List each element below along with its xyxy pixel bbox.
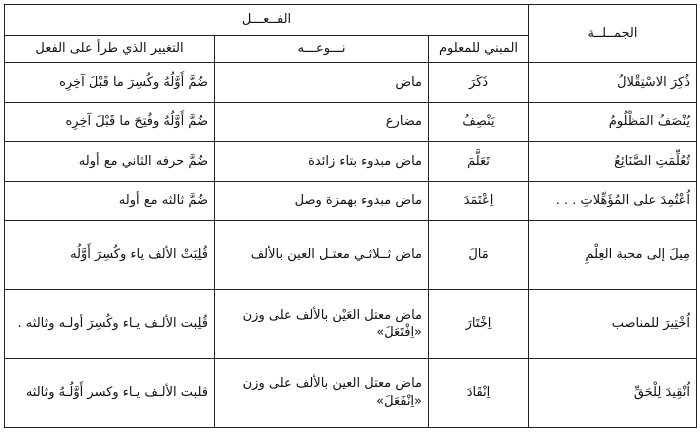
- cell-active-form: مَالَ: [429, 221, 529, 290]
- table-row: [5, 142, 697, 182]
- header-row-top: [5, 5, 697, 36]
- cell-type: مضارع: [215, 102, 429, 142]
- cell-active-form: اِعْتَمَدَ: [429, 181, 529, 221]
- cell-change: ضُمَّ ثالثه مع أوله: [5, 181, 215, 221]
- cell-type: ماض معتل العين بالألف على وزن «اِنْفَعَلَ»: [215, 359, 429, 428]
- cell-sentence: اُنْقِيدَ لِلْحَقِّ: [529, 359, 697, 428]
- table-row: [5, 181, 697, 221]
- cell-sentence: يُنْصَفُ المَظْلُومُ: [529, 102, 697, 142]
- header-verb-group: الفــعـــل: [5, 5, 529, 36]
- cell-type: ماض ثــلاثـي معتـل العين بالألف: [215, 221, 429, 290]
- cell-sentence: ذُكِرَ الاسْتِقْلالُ: [529, 63, 697, 103]
- cell-type: ماض مبدوء بتاء زائدة: [215, 142, 429, 182]
- header-active-form: المبني للمعلوم: [429, 36, 529, 63]
- table-row: [5, 63, 697, 103]
- cell-change: ضُمَّ حرفه الثاني مع أوله: [5, 142, 215, 182]
- cell-active-form: ذَكَرَ: [429, 63, 529, 103]
- cell-active-form: اِخْتَارَ: [429, 290, 529, 359]
- cell-type: ماض: [215, 63, 429, 103]
- cell-change: قُلِبَتْ الألف ياء وكُسِرَ أَوَّلُه: [5, 221, 215, 290]
- table-row: [5, 359, 697, 428]
- cell-type: ماض معتل العَيْن بالألف على وزن «اِفْتَعَلَ»: [215, 290, 429, 359]
- cell-active-form: تَعَلَّمَ: [429, 142, 529, 182]
- table-row: [5, 221, 697, 290]
- table-row: [5, 290, 697, 359]
- cell-sentence: اُعْتُمِدَ على المُؤَهِّلاتِ . . .: [529, 181, 697, 221]
- cell-active-form: اِنْقَادَ: [429, 359, 529, 428]
- cell-change: قلبت الألـف يـاء وكسر أَوَّلُـهُ وثالثه: [5, 359, 215, 428]
- header-change: التغيير الذي طرأ على الفعل: [5, 36, 215, 63]
- grammar-table: [4, 4, 697, 428]
- cell-change: قُلِبت الألـف يـاء وكُسِرَ أولـه وثالثه .: [5, 290, 215, 359]
- cell-sentence: تُعُلِّمَتِ الصَّنَائِعُ: [529, 142, 697, 182]
- header-sentence: الجمــلــة: [529, 5, 697, 63]
- cell-type: ماض مبدوء بهمزة وصل: [215, 181, 429, 221]
- cell-sentence: اُخْتِيرَ للمناصب: [529, 290, 697, 359]
- cell-change: ضُمَّ أَوَّلُهُ وفُتِحَ ما قَبْلَ آخِرِه: [5, 102, 215, 142]
- cell-change: ضُمَّ أَوَّلُهُ وكُسِرَ ما قَبْلَ آخِرِه: [5, 63, 215, 103]
- cell-active-form: يَنْصِفُ: [429, 102, 529, 142]
- cell-sentence: مِيلَ إلى محبة العِلْمِ: [529, 221, 697, 290]
- table-row: [5, 102, 697, 142]
- header-type: نـــوعـــه: [215, 36, 429, 63]
